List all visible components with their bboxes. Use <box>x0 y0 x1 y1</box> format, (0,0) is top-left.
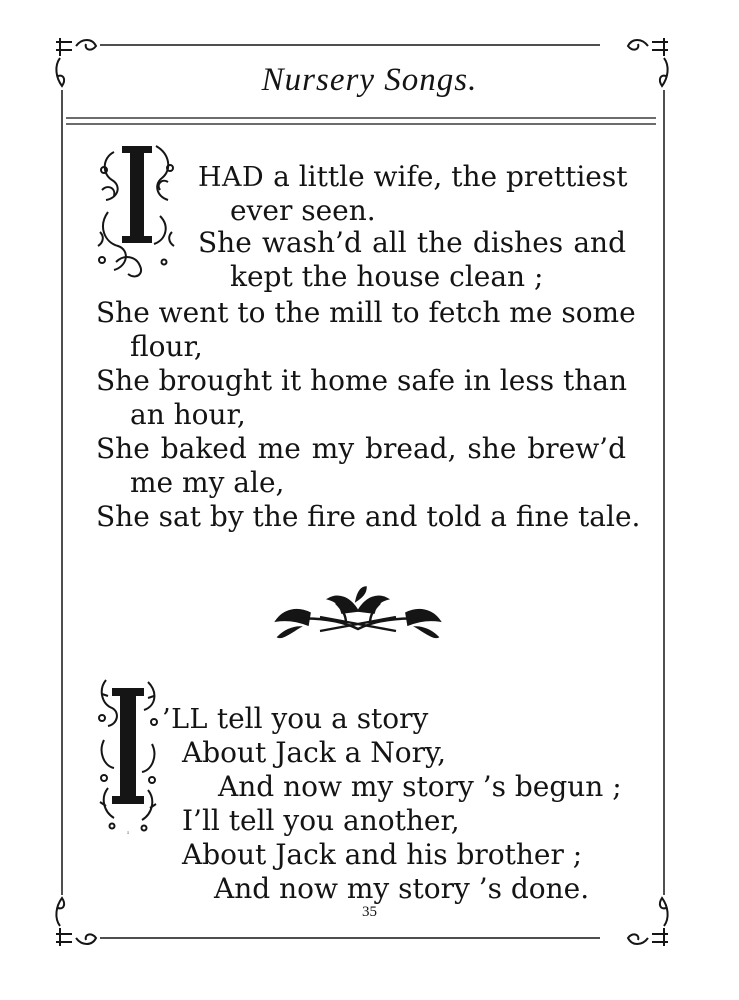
verse-line: ’LL tell you a story <box>162 702 429 735</box>
verse-line: About Jack a Nory, <box>182 736 446 769</box>
verse-line: kept the house clean ; <box>230 260 544 293</box>
svg-text:I: I <box>136 273 138 278</box>
verse-line: an hour, <box>130 398 246 431</box>
verse-line: HAD a little wife, the prettiest <box>198 160 628 193</box>
dropcap-i-ornate-icon <box>94 132 180 284</box>
dropcap-i-vine-icon <box>96 670 160 836</box>
running-header: Nursery Songs. <box>261 62 478 98</box>
verse-line: She baked me my bread, she brew’d <box>96 432 626 465</box>
svg-text:I: I <box>127 830 129 835</box>
verse-line: She wash’d all the dishes and <box>198 226 626 259</box>
verse-line: About Jack and his brother ; <box>182 838 583 871</box>
verse-line: me my ale, <box>130 466 285 499</box>
verse-line: And now my story ’s begun ; <box>218 770 622 803</box>
page-number: 35 <box>362 904 377 920</box>
verse-line: ever seen. <box>230 194 376 227</box>
floral-ornament-icon <box>270 583 446 641</box>
verse-line: She went to the mill to fetch me some <box>96 296 636 329</box>
verse-line: She sat by the fire and told a fine tale. <box>96 500 641 533</box>
verse-line: flour, <box>130 330 203 363</box>
verse-line: And now my story ’s done. <box>214 872 590 905</box>
verse-line: She brought it home safe in less than <box>96 364 627 397</box>
verse-line: I’ll tell you another, <box>182 804 460 837</box>
